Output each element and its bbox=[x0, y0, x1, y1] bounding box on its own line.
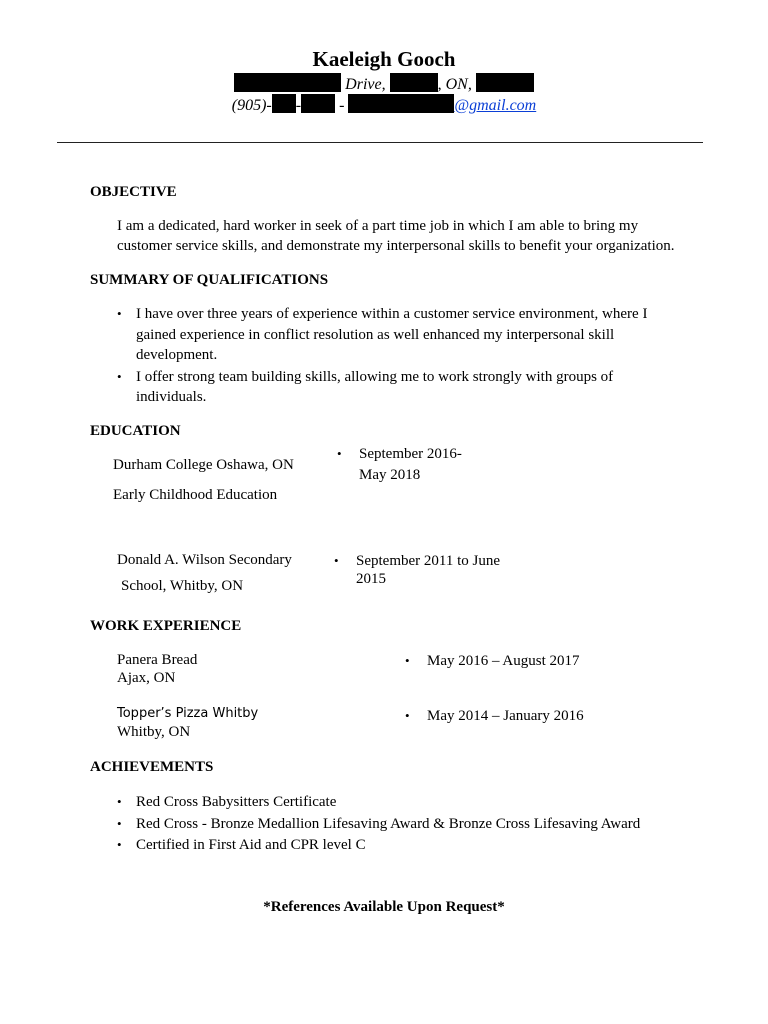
phone-separator-1: - bbox=[295, 97, 302, 114]
phone-prefix: (905)- bbox=[231, 97, 272, 114]
bullet-icon: • bbox=[117, 306, 122, 321]
bullet-icon: • bbox=[405, 708, 410, 723]
achievements-heading: ACHIEVEMENTS bbox=[90, 759, 214, 775]
education-heading: EDUCATION bbox=[90, 423, 181, 439]
bullet-icon: • bbox=[405, 653, 410, 668]
qualification-2-line-1: I offer strong team building skills, allowing me to work strongly with groups of bbox=[136, 369, 614, 385]
bullet-icon: • bbox=[117, 369, 122, 384]
references-note: *References Available Upon Request* bbox=[263, 899, 505, 915]
education-1-program: Early Childhood Education bbox=[113, 487, 278, 503]
objective-line-1: I am a dedicated, hard worker in seek of a part time job in which I am able to bring my bbox=[117, 218, 639, 234]
qualifications-heading: SUMMARY OF QUALIFICATIONS bbox=[90, 272, 329, 288]
work-2-dates: May 2014 – January 2016 bbox=[427, 708, 584, 724]
address-line bbox=[0, 73, 768, 94]
qualification-2-line-2: individuals. bbox=[136, 389, 207, 405]
qualification-1-line-2: gained experience in conflict resolution as well enhanced my interpersonal skill bbox=[136, 327, 615, 343]
bullet-icon: • bbox=[334, 553, 339, 568]
education-1-dates-line-1: September 2016- bbox=[359, 446, 462, 462]
work-1-location: Ajax, ON bbox=[117, 670, 176, 686]
redacted-phone-part2 bbox=[301, 94, 335, 113]
contact-line bbox=[0, 94, 768, 115]
work-2-employer: Topper’s Pizza Whitby bbox=[117, 706, 259, 721]
qualification-1-line-1: I have over three years of experience within a customer service environment, where I bbox=[136, 306, 648, 322]
bullet-icon: • bbox=[117, 837, 122, 852]
achievement-3: Certified in First Aid and CPR level C bbox=[136, 837, 366, 853]
redacted-street bbox=[234, 73, 341, 92]
address-province: , ON, bbox=[437, 76, 472, 93]
redacted-postal-code bbox=[476, 73, 534, 92]
achievement-1: Red Cross Babysitters Certificate bbox=[136, 794, 337, 810]
redacted-phone-part1 bbox=[272, 94, 296, 113]
bullet-icon: • bbox=[117, 794, 122, 809]
email-link[interactable]: @gmail.com bbox=[454, 97, 537, 114]
qualification-1-line-3: development. bbox=[136, 347, 218, 363]
applicant-name: Kaeleigh Gooch bbox=[312, 47, 456, 71]
objective-heading: OBJECTIVE bbox=[90, 184, 177, 200]
education-2-dates-line-1: September 2011 to June bbox=[356, 553, 501, 569]
education-2-location: School, Whitby, ON bbox=[121, 578, 244, 594]
work-heading: WORK EXPERIENCE bbox=[90, 618, 242, 634]
address-street-suffix: Drive, bbox=[345, 76, 386, 93]
header-divider bbox=[57, 142, 703, 143]
objective-line-2: customer service skills, and demonstrate my interpersonal skills to benefit your organization. bbox=[117, 238, 675, 254]
education-1-dates-line-2: May 2018 bbox=[359, 467, 421, 483]
bullet-icon: • bbox=[337, 446, 342, 461]
redacted-city bbox=[390, 73, 438, 92]
achievement-2: Red Cross - Bronze Medallion Lifesaving Award & Bronze Cross Lifesaving Award bbox=[136, 816, 641, 832]
phone-separator-2: - bbox=[339, 97, 345, 114]
education-1-school: Durham College Oshawa, ON bbox=[113, 457, 294, 473]
bullet-icon: • bbox=[117, 816, 122, 831]
education-2-dates-line-2: 2015 bbox=[356, 571, 386, 587]
work-2-location: Whitby, ON bbox=[117, 724, 191, 740]
redacted-email-user bbox=[348, 94, 454, 113]
work-1-dates: May 2016 – August 2017 bbox=[427, 653, 580, 669]
education-2-school: Donald A. Wilson Secondary bbox=[117, 552, 292, 568]
work-1-employer: Panera Bread bbox=[117, 652, 198, 668]
